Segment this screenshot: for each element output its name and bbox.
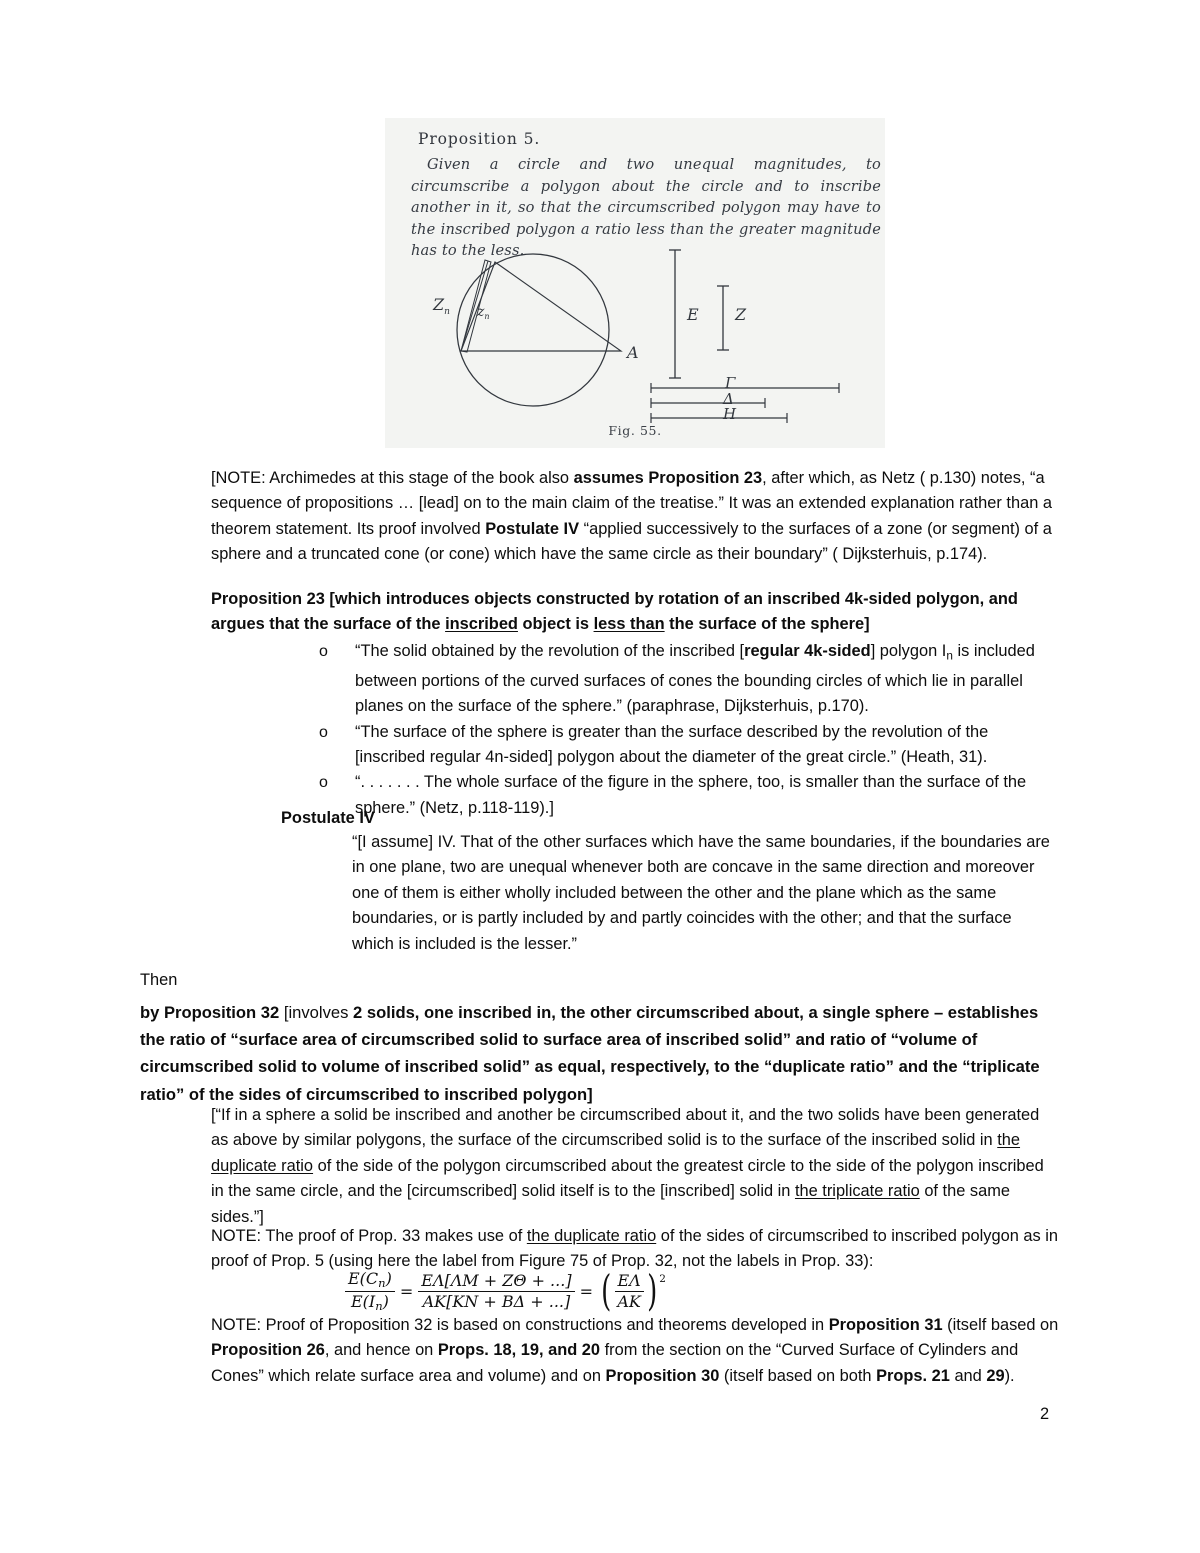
label-e: E — [687, 305, 699, 324]
right-paren-glyph: ) — [646, 1265, 658, 1315]
triangle-shape — [461, 262, 621, 351]
formula-rhs-numerator: EΛ — [615, 1272, 644, 1291]
basis-part-2: (itself based on — [942, 1316, 1059, 1334]
lhs-den-text: E(I — [350, 1291, 376, 1311]
lhs-num-sub: n — [378, 1276, 386, 1291]
label-z-outer: $Z_n$ — [433, 295, 450, 317]
label-a-center: A — [627, 343, 639, 362]
lhs-den-close: ) — [382, 1291, 389, 1311]
basis-part-5: (itself based on both — [719, 1366, 877, 1385]
note-text-3: “applied successively to the surfaces of a zone (or segment) of a sphere and a truncated cone (or cone) which have the same circle as their boundary” ( Dijksterhuis, p.174). — [211, 519, 1052, 564]
prop23-part-2: object is — [517, 615, 594, 634]
formula-mid-denominator: AK[KN + BΔ + ...] — [422, 1291, 571, 1311]
list-item-text: “. . . . . . . The whole surface of the figure in the sphere, too, is smaller than the surface of the sphere.” (Netz, p.118-119).] — [355, 773, 1027, 817]
formula-mid-numerator: EΛ[ΛM + ZΘ + ...] — [418, 1272, 574, 1291]
basis-part-6: and — [949, 1366, 987, 1385]
item-text-2: ] polygon I — [870, 642, 947, 660]
postulate-iv-body: “[I assume] IV. That of the other surfaces which have the same boundaries, if the boundaries are in one plane, two are unequal whenever both are concave in the same direction and moreover one of them is either wholly included between the other and the plane which as the same boundaries, or is partly included by and partly coincides with the other; and that the surface which is included is the lesser.” — [352, 833, 1050, 953]
figure-55-diagram — [425, 238, 855, 423]
list-item — [211, 639, 1057, 720]
quote-part-3: of the same sides.”] — [211, 1182, 1010, 1226]
list-item-text: “The surface of the sphere is greater than the surface described by the revolution of the [inscribed regular 4n-sided] polygon about the diameter of the great circle.” (Heath, 31). — [355, 722, 989, 766]
label-delta: Δ — [723, 390, 734, 408]
note-bold-postulate-iv: Postulate IV — [485, 519, 580, 538]
note33-part-2: of the sides of circumscribed to inscribed polygon as in proof of Prop. 5 (using here the label from Figure 75 of Prop. 32, not the labels in Prop. 33): — [211, 1227, 1058, 1271]
circle-shape — [457, 254, 609, 406]
list-item-text — [355, 639, 1057, 720]
prop32-bold-2: 2 solids, one inscribed in, the other circumscribed about, a single sphere – establishes the ratio of “surface area of circumscribed solid to surface area of inscribed solid” and ratio of “volume of circumscribed solid to volume of inscribed solid” as equal, respectively, to the “duplicate ratio” and the “triplicate ratio” of the sides of circumscribed to inscribed polygon] — [140, 1003, 1040, 1104]
then-label: Then — [140, 971, 178, 989]
basis-bold-prop31: Proposition 31 — [828, 1316, 943, 1334]
scan-proposition-statement: Given a circle and two unequal magnitudes, to circumscribe a polygon about the circle and to inscribe another in it, so that the circumscribed polygon may have to the inscribed polygon a ratio less than the greater magnitude has to the less. — [411, 156, 881, 259]
formula-mid-fraction — [418, 1272, 574, 1310]
lhs-num-text: E(C — [348, 1268, 379, 1288]
basis-bold-props-18-19-20: Props. 18, 19, and 20 — [437, 1341, 601, 1360]
note-text-1: [NOTE: Archimedes at this stage of the book also — [211, 469, 574, 487]
quote-part-2: of the side of the polygon circumscribed about the greatest circle to the side of the polygon inscribed in the same circle, and the [circumscribed] solid itself is to the [inscribed] solid in — [211, 1156, 1044, 1201]
basis-part-3: , and hence on — [324, 1341, 438, 1360]
ratio-formula — [345, 1266, 667, 1316]
scan-proposition-heading: Proposition 5. — [418, 130, 541, 148]
note33-underline-duplicate-ratio: the duplicate ratio — [526, 1227, 657, 1245]
prop32-bold-1: by Proposition 32 — [140, 1003, 284, 1022]
note-bold-assumes-prop23: assumes Proposition 23 — [573, 469, 763, 487]
prop23-underline-inscribed: inscribed — [445, 615, 518, 634]
item-subscript-n: n — [946, 648, 953, 663]
note-text-2: , after which, as Netz ( p.130) notes, “a sequence of propositions … [lead] on to the main claim of the treatise.” It was an extended explanation rather than a theorem statement. Its proof involved — [211, 469, 1052, 538]
item-bold-regular-4k-sided: regular 4k-sided — [744, 642, 871, 660]
list-item — [211, 720, 1057, 771]
basis-part-4: from the section on the “Curved Surface of Cylinders and Cones” which relate surface area and volume) and on — [211, 1341, 1019, 1385]
quote-part-1: [“If in a sphere a solid be inscribed and another be circumscribed about it, and the two solids have been generated as above by similar polygons, the surface of the circumscribed solid is to the surface of the inscribed solid in — [211, 1106, 1040, 1150]
left-paren-glyph: ( — [601, 1265, 612, 1315]
figure-caption: Fig. 55. — [608, 423, 662, 438]
item-text-1: “The solid obtained by the revolution of the inscribed [ — [355, 642, 745, 660]
quote-underline-duplicate-ratio: the duplicate ratio — [211, 1131, 1021, 1175]
formula-rhs-denominator: AK — [617, 1291, 641, 1311]
page-number: 2 — [1040, 1405, 1050, 1423]
basis-bold-prop30: Proposition 30 — [605, 1366, 720, 1385]
basis-part-1: NOTE: Proof of Proposition 32 is based on constructions and theorems developed in — [211, 1316, 829, 1334]
quote-underline-triplicate-ratio: the triplicate ratio — [794, 1182, 920, 1201]
formula-rhs-fraction — [614, 1272, 644, 1310]
postulate-iv-heading: Postulate IV — [281, 809, 375, 827]
formula-lhs-numerator — [345, 1270, 395, 1292]
formula-equals-2: = — [579, 1281, 593, 1301]
prop32-quote — [211, 1103, 1059, 1230]
prop32-plain-1: [involves — [283, 1003, 354, 1022]
bullet-marker-icon: o — [319, 643, 328, 660]
scanned-figure-block — [385, 118, 885, 448]
formula-lhs-denominator — [348, 1292, 392, 1313]
basis-bold-prop26: Proposition 26 — [211, 1341, 325, 1360]
prop23-underline-less-than: less than — [593, 615, 665, 634]
prop32-heading — [140, 999, 1060, 1108]
basis-bold-props-21: Props. 21 — [876, 1366, 950, 1385]
formula-lhs-fraction — [345, 1270, 395, 1312]
lhs-den-sub: n — [375, 1298, 383, 1313]
lhs-num-close: ) — [385, 1268, 392, 1288]
prop23-heading — [211, 587, 1057, 638]
prop23-part-3: the surface of the sphere] — [664, 615, 870, 634]
note-prop32-basis — [211, 1313, 1059, 1389]
label-gamma: Γ — [725, 374, 736, 392]
bullet-marker-icon: o — [319, 774, 328, 792]
formula-rhs-group — [598, 1265, 667, 1315]
basis-part-7: ). — [1004, 1366, 1015, 1385]
label-z-bar: Z — [735, 305, 747, 324]
label-h: H — [723, 405, 737, 423]
prop23-bullet-list — [211, 639, 1057, 821]
formula-exponent: 2 — [659, 1273, 666, 1285]
note-archimedes-paragraph — [211, 466, 1057, 568]
prop23-part-1: Proposition 23 [which introduces objects constructed by rotation of an inscribed 4k-sided polygon, and argues that the surface of the — [211, 590, 1018, 634]
label-z-inner: $z_n$ — [477, 304, 490, 321]
bullet-marker-icon: o — [319, 723, 328, 741]
note33-part-1: NOTE: The proof of Prop. 33 makes use of — [211, 1227, 527, 1245]
basis-bold-29: 29 — [986, 1366, 1005, 1385]
formula-equals-1: = — [399, 1281, 414, 1301]
item-text-3: is included between portions of the curved surfaces of cones the bounding circles of which lie in parallel planes on the surface of the sphere.” (paraphrase, Dijksterhuis, p.170). — [355, 642, 1035, 716]
